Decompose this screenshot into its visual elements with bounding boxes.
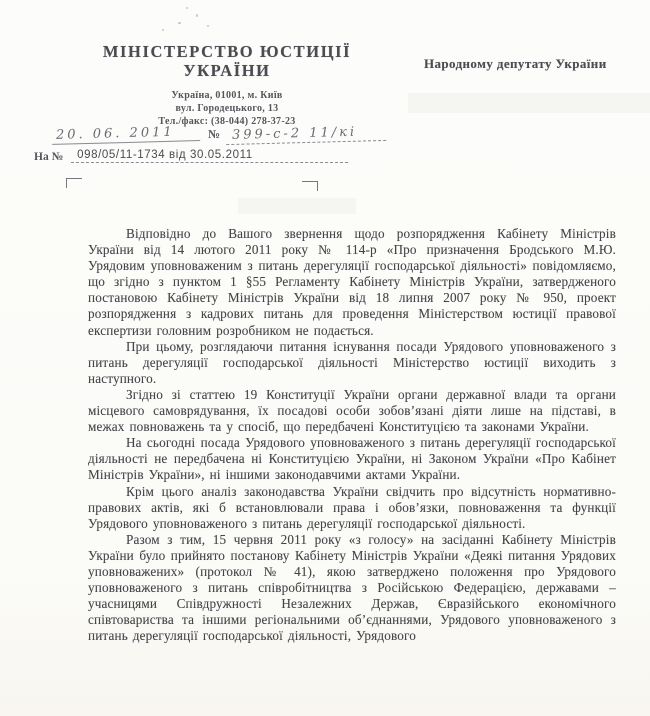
org-name-line2: УКРАЇНИ	[183, 61, 271, 80]
org-address-line2: вул. Городецького, 13	[175, 103, 279, 114]
reply-label: На №	[34, 151, 64, 163]
scan-artifact	[238, 198, 356, 214]
org-address-line1: Україна, 01001, м. Київ	[171, 90, 283, 101]
handwritten-date: 20. 06. 2011	[52, 124, 200, 145]
org-name	[58, 42, 396, 80]
org-address-line3: Тел./факс: (38-044) 278-37-23	[158, 116, 296, 127]
paragraph: Крім цього аналіз законодавства України свідчить про відсутність нормативно-правових актів, які б встановлювали права і обов’язки, повноваження та функції Урядового уповноваженого з питань дерегуляції господарської діяльності.	[88, 483, 616, 531]
scan-speck	[162, 29, 164, 31]
reply-reference-line	[34, 149, 374, 163]
paragraph: На сьогодні посада Урядового уповноваженого з питань дерегуляції господарської діяльності не передбачена ні Конституцією України, ні Законом України «Про Кабінет Міністрів України», ні іншими законодавчими актами України.	[88, 435, 616, 483]
letterhead	[58, 42, 396, 128]
scan-artifact	[408, 93, 650, 113]
paragraph: Згідно зі статтею 19 Конституції України органи державної влади та органи місцевого самоврядування, їх посадові особи зобов’язані діяти лише на підставі, в межах повноважень та у спосіб, що передбачені Конституцією та законами України.	[88, 386, 616, 435]
corner-mark-right	[302, 181, 318, 191]
scan-speck	[207, 25, 209, 27]
scan-speck	[186, 7, 188, 9]
corner-mark-left	[66, 178, 82, 188]
registration-line	[52, 126, 382, 143]
reply-number: 098/05/11-1734 від 30.05.2011	[71, 149, 348, 163]
letter-body	[88, 226, 616, 644]
org-address	[58, 89, 396, 128]
addressee: Народному депутату України	[424, 56, 607, 71]
paragraph: Відповідно до Вашого звернення щодо розпорядження Кабінету Міністрів України від 14 лютого 2011 року № 114-р «Про призначення Бродського М.Ю. Урядовим уповноваженим з питань дерегуляції господарської діяльності» повідомляємо, що згідно з пунктом 1 §55 Регламенту Кабінету Міністрів України, затвердженого постановою Кабінету Міністрів України від 18 липня 2007 року № 950, проект розпорядження з кадрових питань для проведення Міністерством юстиції правової експертизи головним розробником не подається.	[88, 226, 616, 338]
scan-speck	[196, 14, 198, 17]
scan-speck	[178, 22, 181, 24]
handwritten-number: 399-с-2 11/кі	[226, 124, 386, 145]
paragraph: Разом з тим, 15 червня 2011 року «з голосу» на засіданні Кабінету Міністрів України було прийнято постанову Кабінету Міністрів України «Деякі питання Урядових уповноважених» (протокол № 41), якою затверджено положення про Урядового уповноваженого з питань співробітництва з Російською Федерацією, державами – учасницями Співдружності Незалежних Держав, Євразійського економічного співтовариства та іншими регіональними об’єднаннями, Урядового уповноваженого з питань дерегуляції господарської діяльності, Урядового	[88, 531, 616, 644]
number-label: №	[208, 127, 221, 141]
org-name-line1: МІНІСТЕРСТВО ЮСТИЦІЇ	[102, 42, 352, 61]
paragraph: При цьому, розглядаючи питання існування посади Урядового уповноваженого з питань дерегуляції господарської діяльності Міністерство юстиції виходить з наступного.	[88, 338, 616, 386]
